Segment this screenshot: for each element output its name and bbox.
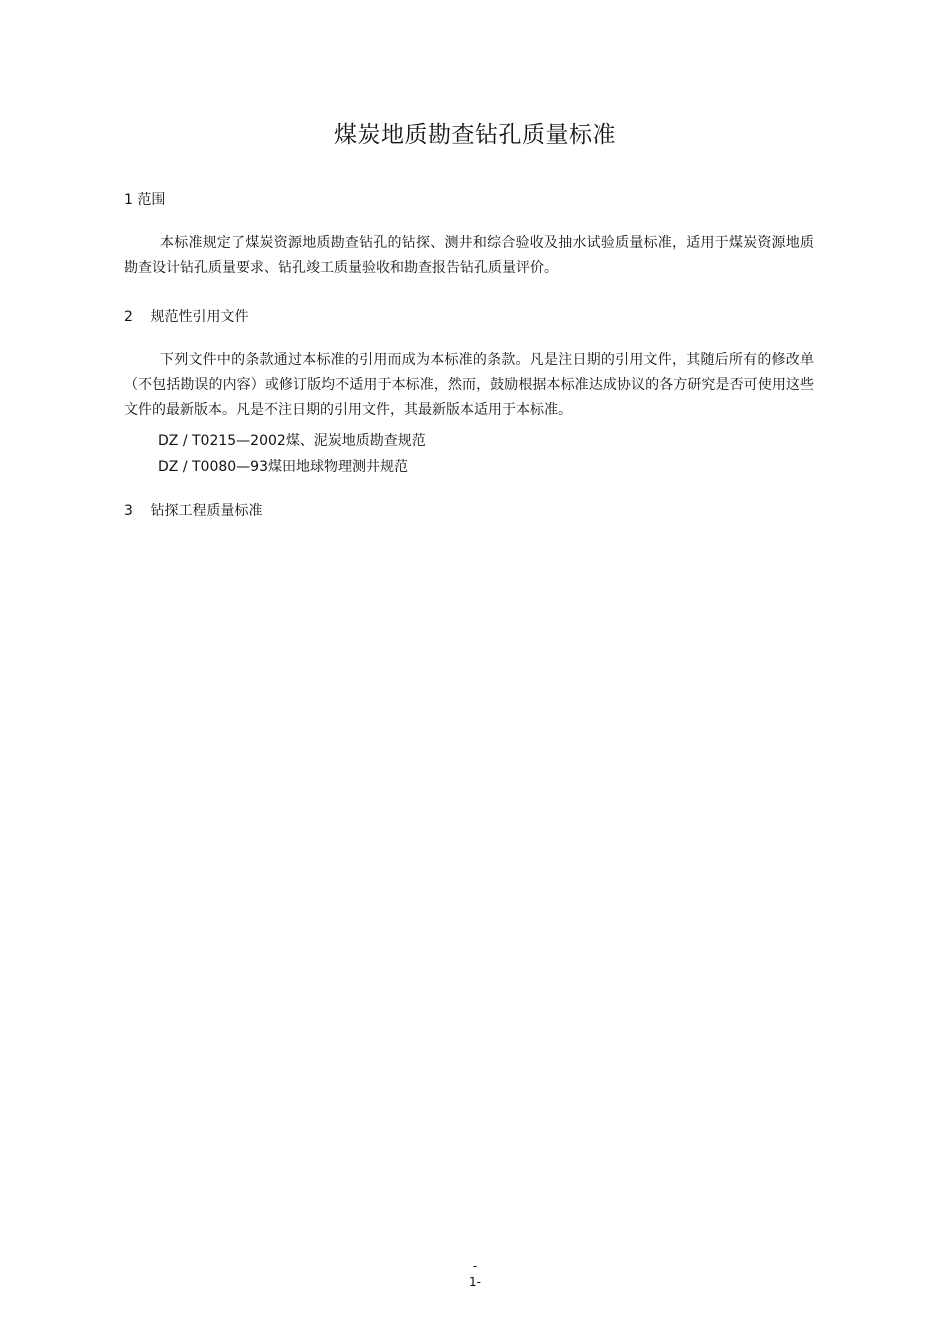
references-paragraph: 下列文件中的条款通过本标准的引用而成为本标准的条款。凡是注日期的引用文件，其随后所有的修改单（不包括勘误的内容）或修订版均不适用于本标准，然而，鼓励根据本标准达成协议的各方研究是否可使用这些文件的最新版本。凡是不注日期的引用文件，其最新版本适用于本标准。 — [124, 352, 814, 418]
reference-item — [158, 430, 426, 450]
section-heading-references — [124, 306, 248, 326]
section-number: 1 — [124, 192, 133, 208]
footer-dash: - — [472, 1259, 478, 1273]
section-title: 钻探工程质量标准 — [150, 503, 263, 519]
section-heading-scope — [124, 189, 165, 209]
section-title: 规范性引用文件 — [150, 309, 249, 325]
section-title: 范围 — [137, 192, 166, 208]
page-number: 1- — [469, 1275, 481, 1289]
page-footer — [0, 1258, 950, 1290]
reference-code: DZ / T0215—2002 — [158, 433, 286, 449]
reference-name: 煤、泥炭地质勘查规范 — [285, 433, 426, 449]
section-number: 2 — [124, 309, 133, 325]
document-title: 煤炭地质勘查钻孔质量标准 — [334, 122, 616, 148]
reference-name: 煤田地球物理测井规范 — [267, 459, 408, 475]
reference-item — [158, 456, 408, 476]
section-heading-drilling — [124, 500, 262, 520]
section-number: 3 — [124, 503, 133, 519]
reference-code: DZ / T0080—93 — [158, 459, 268, 475]
scope-paragraph: 本标准规定了煤炭资源地质勘查钻孔的钻探、测井和综合验收及抽水试验质量标准，适用于煤炭资源地质勘查设计钻孔质量要求、钻孔竣工质量验收和勘查报告钻孔质量评价。 — [124, 235, 814, 276]
